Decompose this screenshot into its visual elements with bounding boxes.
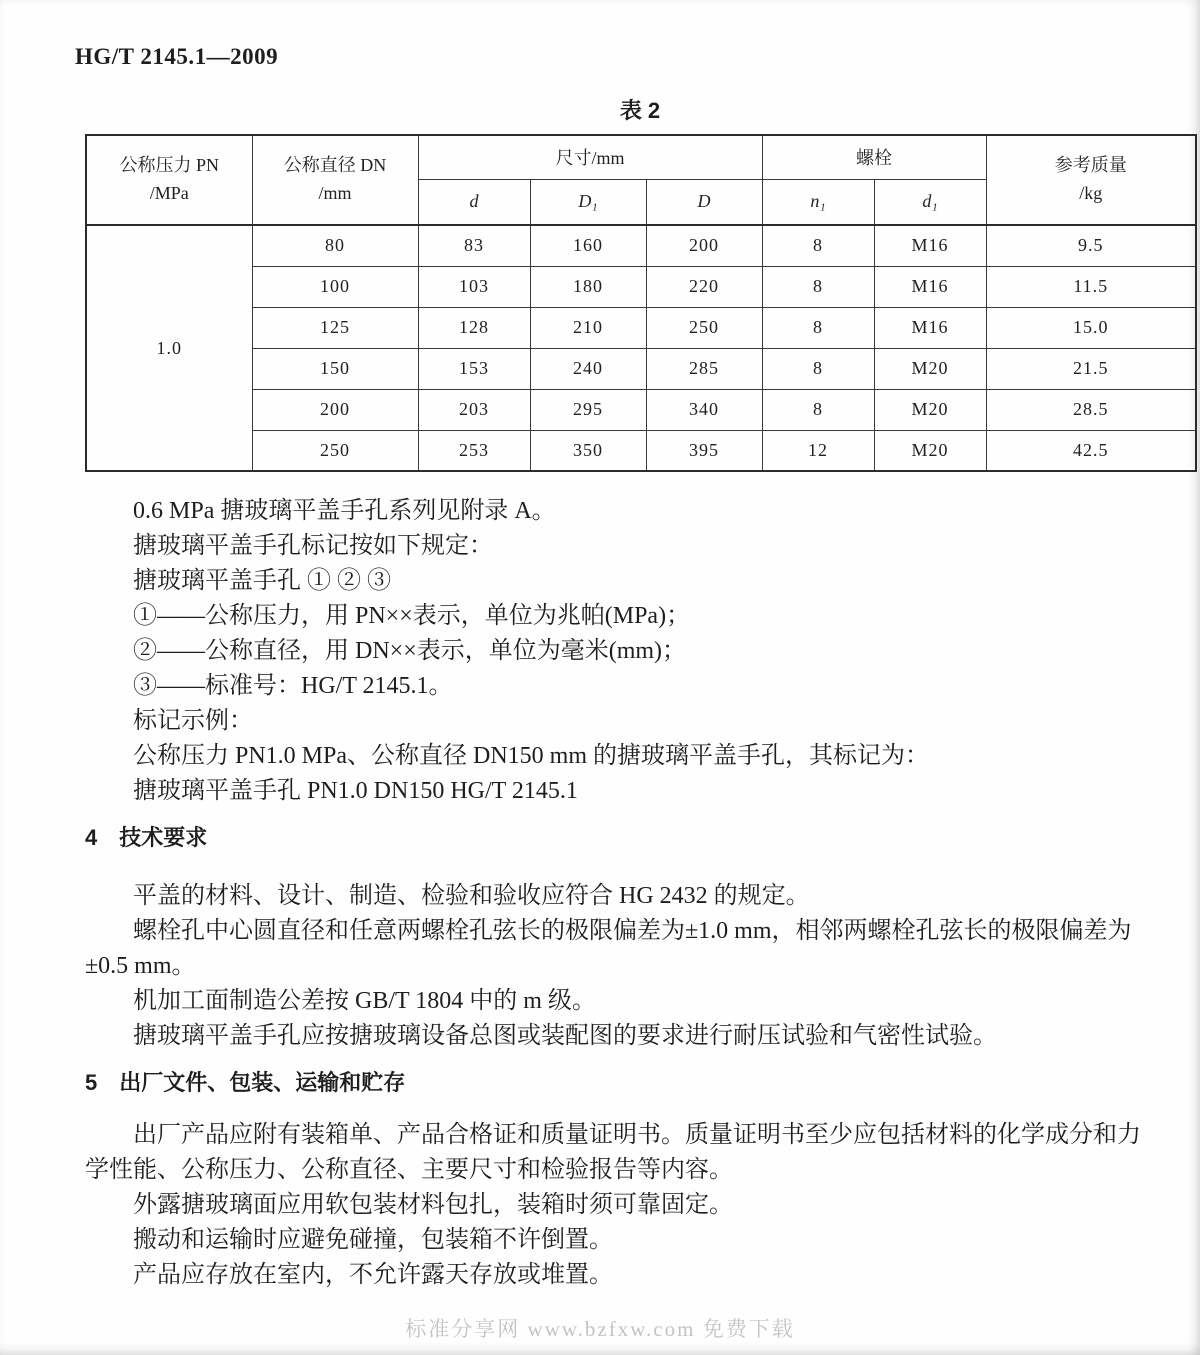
table-row — [86, 389, 1196, 430]
col-header-d1: d₁ — [874, 179, 986, 225]
cell-mass: 11.5 — [986, 266, 1196, 307]
col-header-pressure — [86, 135, 252, 225]
section-4-body — [85, 879, 1155, 1054]
cell-mass: 28.5 — [986, 389, 1196, 430]
col-header-mass-line1: 参考质量 — [1054, 155, 1127, 176]
cell-d: 253 — [418, 430, 530, 471]
cell-D: 250 — [646, 307, 762, 348]
cell-d1: M20 — [874, 348, 986, 389]
cell-d: 103 — [418, 266, 530, 307]
marking-line: 搪玻璃平盖手孔 ① ② ③ — [133, 568, 391, 594]
cell-d: 128 — [418, 307, 530, 348]
col-header-d: d — [418, 179, 530, 225]
cell-D: 285 — [646, 348, 762, 389]
col-header-pressure-line2: /MPa — [149, 183, 189, 203]
section-5-title: 出厂文件、包装、运输和贮存 — [119, 1070, 406, 1095]
col-group-dimensions: 尺寸/mm — [418, 135, 762, 179]
marking-line: 搪玻璃平盖手孔标记按如下规定： — [133, 533, 493, 559]
marking-line: 标记示例： — [133, 708, 253, 734]
col-header-mass — [986, 135, 1196, 225]
doc-number: HG/T 2145.1—2009 — [75, 44, 279, 69]
section-4-number: 4 — [85, 825, 98, 850]
section-4-heading — [85, 823, 1200, 853]
col-header-diameter-line1: 公称直径 DN — [283, 155, 387, 176]
table-row — [86, 307, 1196, 348]
cell-n1: 12 — [762, 430, 874, 471]
cell-n1: 8 — [762, 225, 874, 266]
table-body — [86, 225, 1196, 471]
marking-line: 0.6 MPa 搪玻璃平盖手孔系列见附录 A。 — [133, 498, 556, 524]
cell-dn: 200 — [252, 389, 418, 430]
marking-line: ①——公称压力，用 PN××表示，单位为兆帕(MPa)； — [133, 603, 691, 629]
table-row — [86, 430, 1196, 471]
col-header-mass-line2: /kg — [1079, 183, 1103, 203]
cell-d: 83 — [418, 225, 530, 266]
section-5-heading — [85, 1068, 1200, 1098]
cell-D: 200 — [646, 225, 762, 266]
cell-dn: 125 — [252, 307, 418, 348]
section-4-paragraph: 搪玻璃平盖手孔应按搪玻璃设备总图或装配图的要求进行耐压试验和气密性试验。 — [133, 1023, 997, 1049]
section-4-title: 技术要求 — [119, 825, 208, 850]
table-row — [86, 348, 1196, 389]
section-4-paragraph: 机加工面制造公差按 GB/T 1804 中的 m 级。 — [133, 988, 596, 1014]
section-5-body — [85, 1118, 1155, 1293]
marking-rules — [85, 494, 1155, 809]
cell-d: 153 — [418, 348, 530, 389]
col-header-pressure-line1: 公称压力 PN — [119, 155, 219, 176]
cell-pressure-value: 1.0 — [86, 225, 252, 471]
cell-mass: 9.5 — [986, 225, 1196, 266]
col-header-diameter — [252, 135, 418, 225]
section-5-paragraph: 外露搪玻璃面应用软包装材料包扎，装箱时须可靠固定。 — [133, 1192, 733, 1218]
section-5-paragraph: 出厂产品应附有装箱单、产品合格证和质量证明书。质量证明书至少应包括材料的化学成分和力学性能、公称压力、公称直径、主要尺寸和检验报告等内容。 — [85, 1122, 1141, 1183]
table-header — [86, 135, 1196, 225]
marking-line: 公称压力 PN1.0 MPa、公称直径 DN150 mm 的搪玻璃平盖手孔，其标记为： — [133, 743, 930, 769]
table-row — [86, 266, 1196, 307]
col-header-D: D — [646, 179, 762, 225]
cell-D1: 210 — [530, 307, 646, 348]
cell-n1: 8 — [762, 266, 874, 307]
watermark-text: 标准分享网 www.bzfxw.com 免费下载 — [405, 1317, 795, 1341]
table-header-row-1 — [86, 135, 1196, 179]
cell-dn: 150 — [252, 348, 418, 389]
cell-d: 203 — [418, 389, 530, 430]
cell-D: 395 — [646, 430, 762, 471]
dimensions-table — [85, 134, 1197, 472]
cell-D1: 295 — [530, 389, 646, 430]
col-header-D1: D₁ — [530, 179, 646, 225]
marking-line: ③——标准号：HG/T 2145.1。 — [133, 673, 453, 699]
cell-D1: 180 — [530, 266, 646, 307]
section-5-number: 5 — [85, 1070, 98, 1095]
cell-d1: M16 — [874, 225, 986, 266]
section-4-paragraph: 平盖的材料、设计、制造、检验和验收应符合 HG 2432 的规定。 — [133, 883, 810, 909]
cell-dn: 100 — [252, 266, 418, 307]
cell-D: 340 — [646, 389, 762, 430]
cell-n1: 8 — [762, 307, 874, 348]
marking-line: 搪玻璃平盖手孔 PN1.0 DN150 HG/T 2145.1 — [133, 778, 578, 804]
cell-mass: 42.5 — [986, 430, 1196, 471]
cell-D: 220 — [646, 266, 762, 307]
cell-dn: 80 — [252, 225, 418, 266]
section-5-paragraph: 搬动和运输时应避免碰撞，包装箱不许倒置。 — [133, 1227, 613, 1253]
cell-n1: 8 — [762, 348, 874, 389]
cell-d1: M16 — [874, 307, 986, 348]
cell-mass: 15.0 — [986, 307, 1196, 348]
table-caption: 表 2 — [619, 98, 661, 123]
cell-mass: 21.5 — [986, 348, 1196, 389]
cell-D1: 240 — [530, 348, 646, 389]
cell-d1: M16 — [874, 266, 986, 307]
table-row — [86, 225, 1196, 266]
cell-n1: 8 — [762, 389, 874, 430]
cell-d1: M20 — [874, 389, 986, 430]
section-4-paragraph: 螺栓孔中心圆直径和任意两螺栓孔弦长的极限偏差为±1.0 mm，相邻两螺栓孔弦长的极限偏差为±0.5 mm。 — [85, 918, 1132, 979]
col-header-n1: n₁ — [762, 179, 874, 225]
col-header-diameter-line2: /mm — [318, 183, 352, 203]
section-5-paragraph: 产品应存放在室内，不允许露天存放或堆置。 — [133, 1262, 613, 1288]
cell-dn: 250 — [252, 430, 418, 471]
cell-D1: 160 — [530, 225, 646, 266]
cell-D1: 350 — [530, 430, 646, 471]
marking-line: ②——公称直径，用 DN××表示，单位为毫米(mm)； — [133, 638, 687, 664]
col-group-bolts: 螺栓 — [762, 135, 986, 179]
cell-d1: M20 — [874, 430, 986, 471]
